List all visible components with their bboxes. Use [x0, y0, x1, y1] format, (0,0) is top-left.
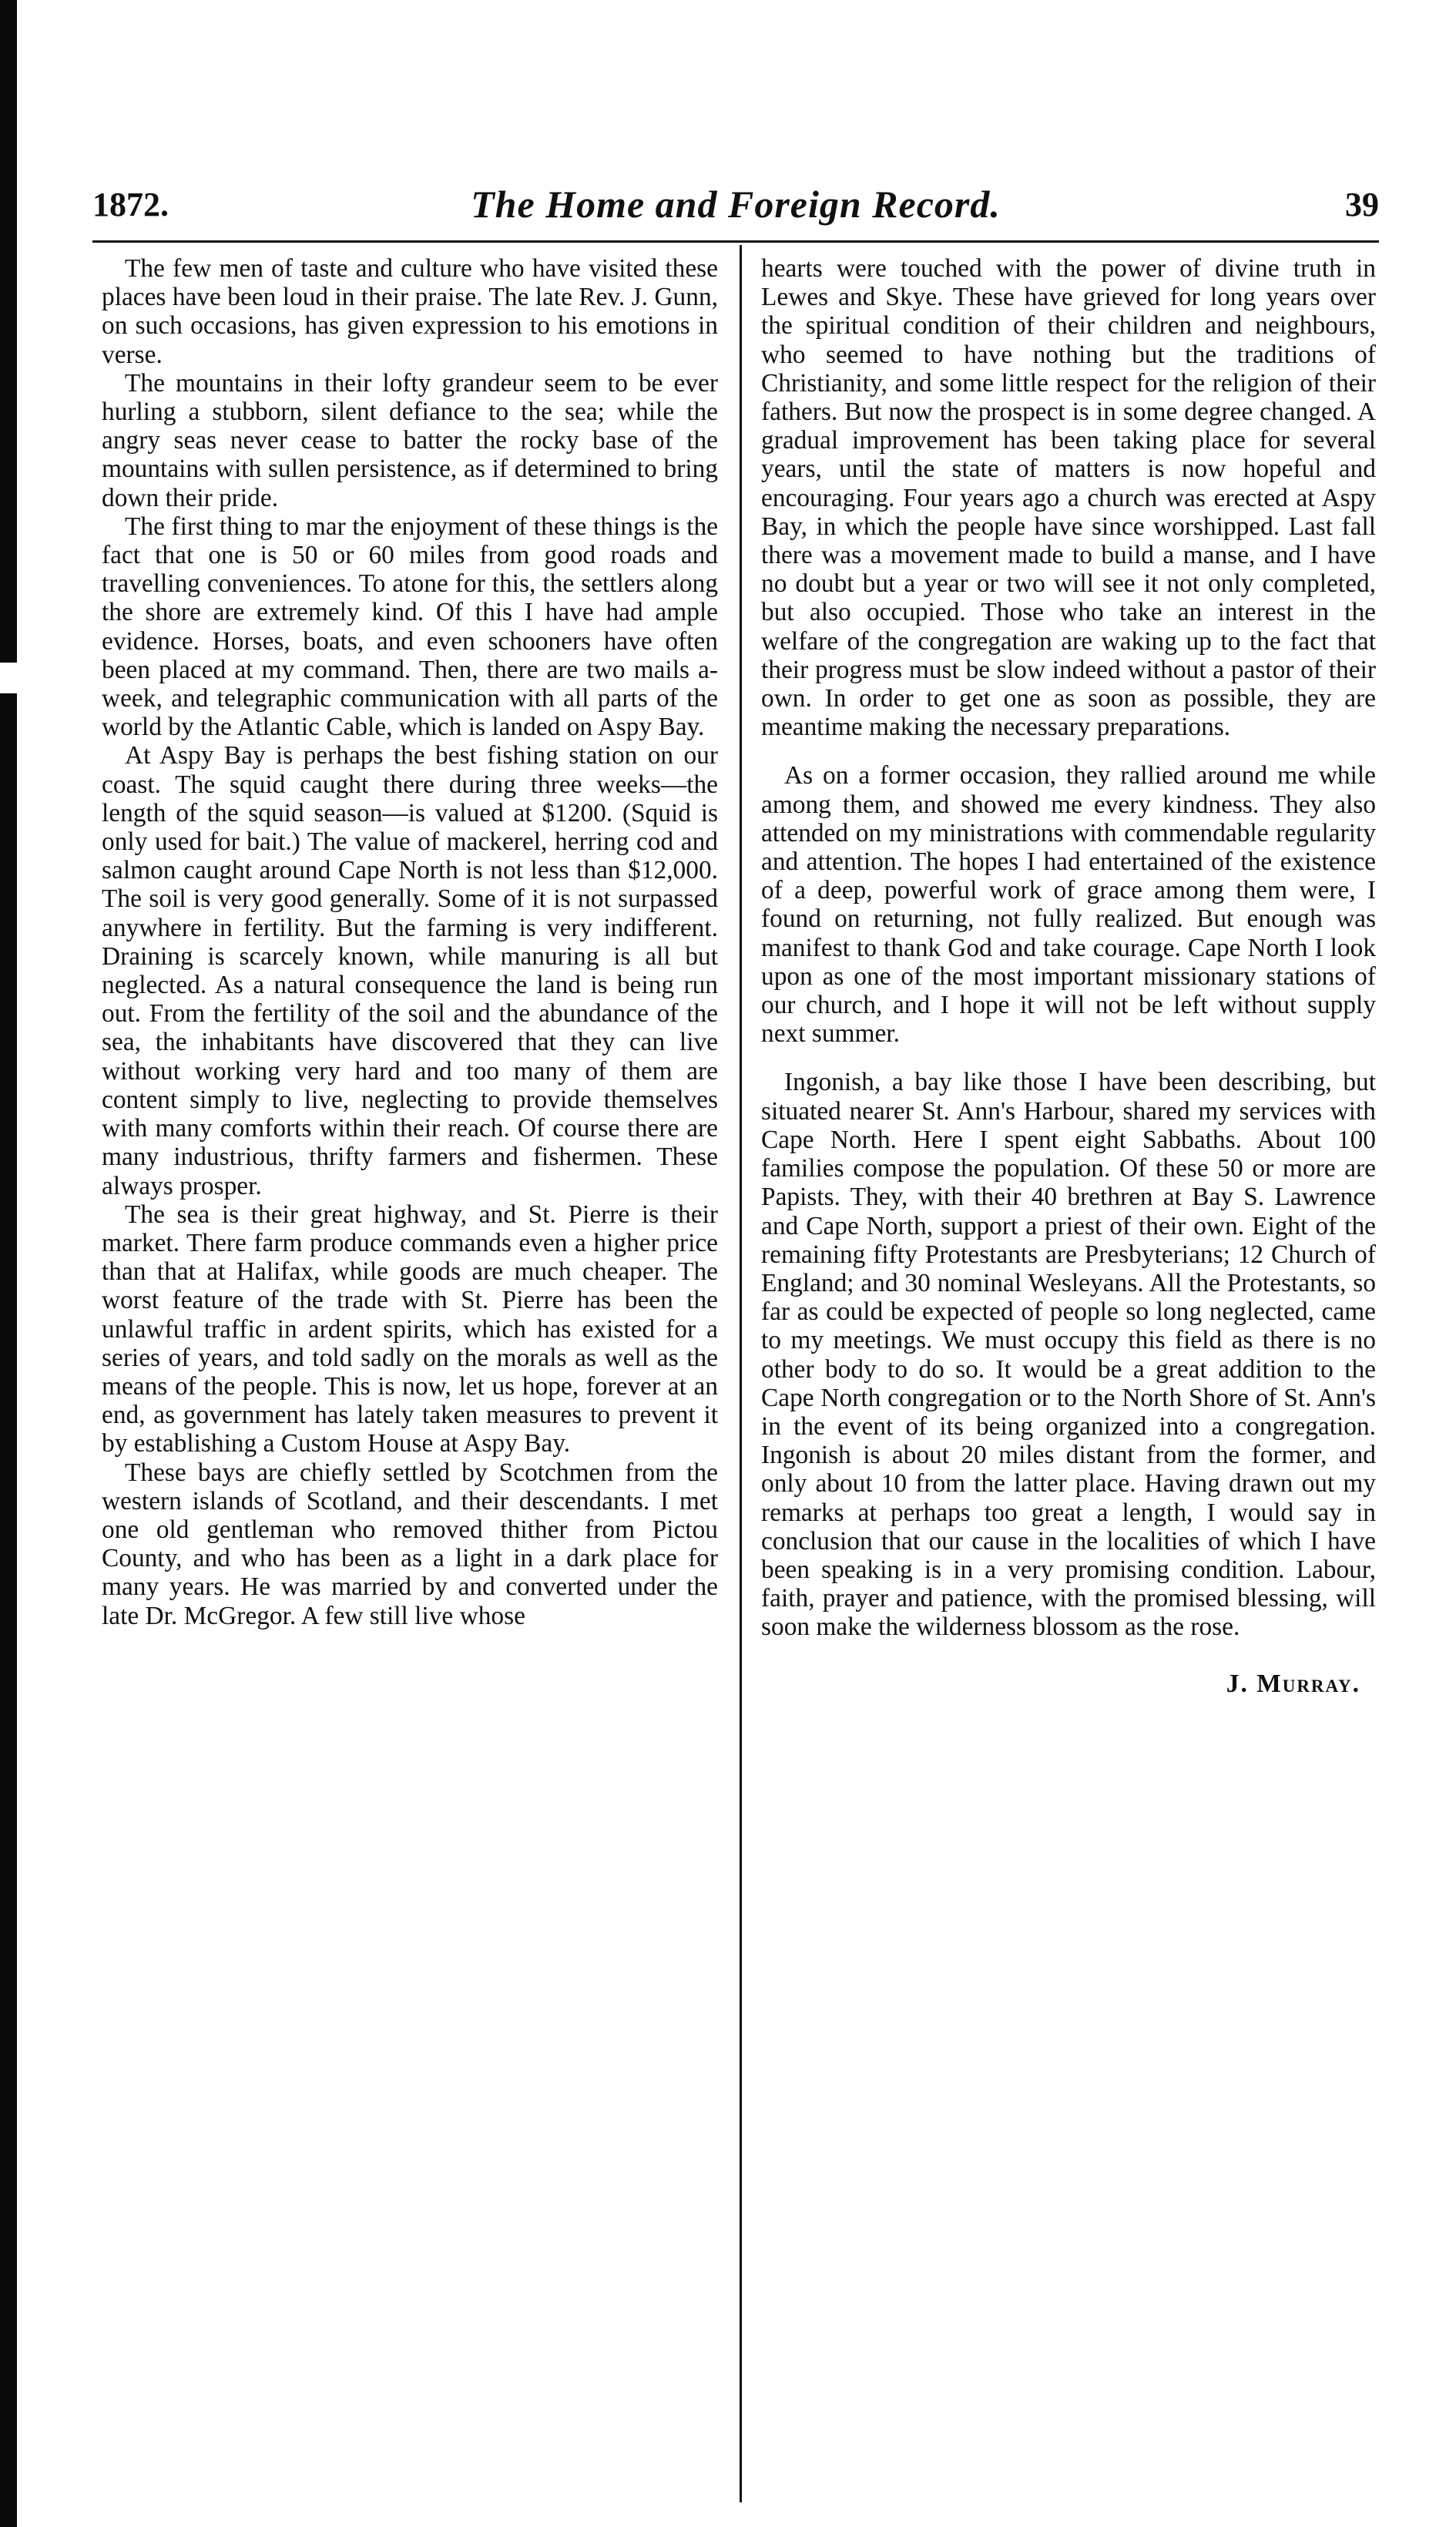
- right-paragraph-2: As on a former occasion, they rallied around me while among them, and showed me every kindness. They also attended on my ministrations with commendable regularity and attention. The hopes I had entertained of the existence of a deep, powerful work of grace among them were, I found on returning, not fully realized. But enough was manifest to thank God and take courage. Cape North I look upon as one of the most important missionary stations of our church, and I hope it will not be left without supply next summer.: [761, 761, 1376, 1049]
- right-paragraph-1: hearts were touched with the power of divine truth in Lewes and Skye. These have grieved for long years over the spiritual condition of their children and neighbours, who seemed to have nothing but the traditions of Christianity, and some little respect for the religion of their fathers. But now the prospect is in some degree changed. A gradual improvement has been taking place for several years, until the state of matters is now hopeful and encouraging. Four years ago a church was erected at Aspy Bay, in which the people have since worshipped. Last fall there was a movement made to build a manse, and I have no doubt but a year or two will see it not only completed, but also occupied. Those who take an interest in the welfare of the congregation are waking up to the fact that their progress must be slow indeed without a pastor of their own. In order to get one as soon as possible, they are meantime making the necessary preparations.: [761, 254, 1376, 742]
- right-column: [761, 254, 1376, 1698]
- left-paragraph-4: At Aspy Bay is perhaps the best fishing station on our coast. The squid caught there during three weeks—the length of the squid season—is valued at $1200. (Squid is only used for bait.) The value of mackerel, herring cod and salmon caught around Cape North is not less than $12,000. The soil is very good generally. Some of it is not surpassed anywhere in fertility. But the farming is very indifferent. Draining is scarcely known, while manuring is all but neglected. As a natural consequence the land is being run out. From the fertility of the soil and the abundance of the sea, the inhabitants have discovered that they can live without working very hard and too many of them are content simply to live, neglecting to provide themselves with many comforts within their reach. Of course there are many industrious, thrifty farmers and fishermen. These always prosper.: [102, 741, 718, 1200]
- left-column: [102, 254, 718, 1630]
- page-header: [92, 185, 1379, 239]
- left-paragraph-6: These bays are chiefly settled by Scotchmen from the western islands of Scotland, and their descendants. I met one old gentleman who removed thither from Pictou County, and who has been as a light in a dark place for many years. He was married by and converted under the late Dr. McGregor. A few still live whose: [102, 1458, 718, 1630]
- left-paragraph-2: The mountains in their lofty grandeur seem to be ever hurling a stubborn, silent defiance to the sea; while the angry seas never cease to batter the rocky base of the mountains with sullen persistence, as if determined to bring down their pride.: [102, 368, 718, 512]
- signature: J. Murray.: [1226, 1669, 1360, 1698]
- binding-edge: [0, 0, 17, 2527]
- page-number: 39: [1345, 186, 1379, 223]
- header-title: The Home and Foreign Record.: [471, 183, 1001, 226]
- header-year: 1872.: [92, 186, 169, 223]
- left-paragraph-3: The first thing to mar the enjoyment of these things is the fact that one is 50 or 60 miles from good roads and travelling conveniences. To atone for this, the settlers along the shore are extremely kind. Of this I have had ample evidence. Horses, boats, and even schooners have often been placed at my command. Then, there are two mails a-week, and telegraphic communication with all parts of the world by the Atlantic Cable, which is landed on Aspy Bay.: [102, 512, 718, 742]
- header-rule: [92, 240, 1379, 243]
- column-divider: [740, 245, 742, 2502]
- binding-edge-gap: [0, 663, 17, 693]
- left-paragraph-1: The few men of taste and culture who have visited these places have been loud in their praise. The late Rev. J. Gunn, on such occasions, has given expression to his emotions in verse.: [102, 254, 718, 369]
- left-paragraph-5: The sea is their great highway, and St. Pierre is their market. There farm produce commands even a higher price than that at Halifax, while goods are much cheaper. The worst feature of the trade with St. Pierre has been the unlawful traffic in ardent spirits, which has existed for a series of years, and told sadly on the morals as well as the means of the people. This is now, let us hope, forever at an end, as government has lately taken measures to prevent it by establishing a Custom House at Aspy Bay.: [102, 1200, 718, 1458]
- right-paragraph-3: Ingonish, a bay like those I have been describing, but situated nearer St. Ann's Harbour, shared my services with Cape North. Here I spent eight Sabbaths. About 100 families compose the population. Of these 50 or more are Papists. They, with their 40 brethren at Bay S. Lawrence and Cape North, support a priest of their own. Eight of the remaining fifty Protestants are Presbyterians; 12 Church of England; and 30 nominal Wesleyans. All the Protestants, so far as could be expected of people so long neglected, came to my meetings. We must occupy this field as there is no other body to do so. It would be a great addition to the Cape North congregation or to the North Shore of St. Ann's in the event of its being organized into a congregation. Ingonish is about 20 miles distant from the former, and only about 10 from the latter place. Having drawn out my remarks at perhaps too great a length, I would say in conclusion that our cause in the localities of which I have been speaking is in a very promising condition. Labour, faith, prayer and patience, with the promised blessing, will soon make the wilderness blossom as the rose.: [761, 1068, 1376, 1642]
